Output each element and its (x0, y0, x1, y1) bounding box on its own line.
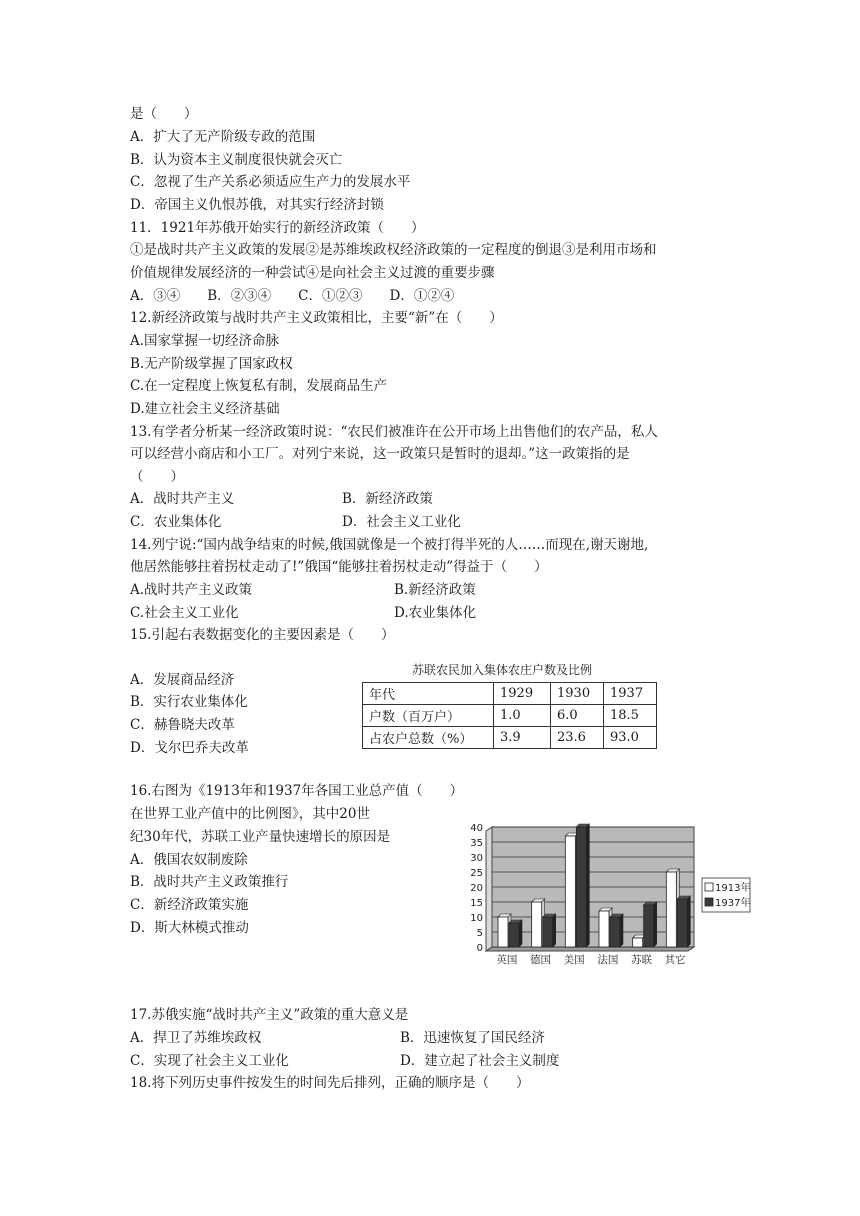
bar-side (553, 914, 556, 947)
q17-option-c: C．实现了社会主义工业化 (130, 1053, 289, 1069)
q14-option-a: A.战时共产主义政策 (130, 582, 253, 598)
bar-series-1 (498, 917, 508, 947)
industrial-output-chart (464, 810, 764, 970)
q14-option-c: C.社会主义工业化 (130, 605, 239, 621)
q13-stem-3: （ ） (130, 469, 184, 485)
bar-side (519, 920, 522, 947)
bar-series-2 (543, 917, 553, 947)
q17-option-a: A．捍卫了苏维埃政权 (130, 1030, 262, 1046)
q14-stem-2: 他居然能够拄着拐杖走动了!”俄国“能够拄着拐杖走动”得益于（ ） (130, 559, 548, 575)
y-tick-label: 35 (470, 838, 483, 849)
q10-option-d: D．帝国主义仇恨苏俄，对其实行经济封锁 (130, 197, 384, 213)
q11-statements-1: ①是战时共产主义政策的发展②是苏维埃政权经济政策的一定程度的倒退③是利用市场和 (130, 242, 657, 258)
plot-floor (486, 947, 694, 951)
q15-option-b: B．实行农业集体化 (130, 694, 248, 710)
bar-series-2 (610, 917, 620, 947)
q12-option-a: A.国家掌握一切经济命脉 (130, 333, 280, 349)
table-cell: 1937 (604, 683, 657, 705)
q16-option-d: D．斯大林模式推动 (130, 920, 249, 936)
bar-series-1 (565, 836, 575, 947)
q15-option-a: A．发展商品经济 (130, 672, 235, 688)
x-category-label: 英国 (496, 954, 518, 966)
x-category-label: 苏联 (631, 954, 652, 966)
q10-option-b: B．认为资本主义制度很快就会灭亡 (130, 152, 343, 168)
table-row (363, 727, 657, 749)
q10-option-a: A．扩大了无产阶级专政的范围 (130, 129, 316, 145)
table-cell: 23.6 (551, 727, 604, 749)
collective-farm-table (362, 682, 657, 749)
y-tick-label: 15 (470, 898, 483, 909)
x-category-label: 其它 (664, 954, 686, 966)
y-tick-label: 20 (470, 883, 483, 894)
q12-stem: 12.新经济政策与战时共产主义政策相比，主要“新”在（ ） (130, 310, 503, 326)
q10-stem-end: 是（ ） (130, 106, 198, 122)
q16-stem-1: 16.右图为《1913年和1937年各国工业总产值（ ） (130, 783, 464, 799)
q12-option-b: B.无产阶级掌握了国家政权 (130, 356, 293, 372)
table-cell: 1930 (551, 683, 604, 705)
q15-option-c: C．赫鲁晓夫改革 (130, 717, 235, 733)
x-category-label: 法国 (597, 954, 619, 966)
legend-swatch (705, 898, 713, 906)
table-cell: 93.0 (604, 727, 657, 749)
q11-options: A．③④ B．②③④ C．①②③ D．①②④ (130, 288, 455, 304)
table-caption: 苏联农民加入集体农庄户数及比例 (412, 663, 593, 677)
y-tick-label: 5 (476, 928, 483, 939)
bar-series-2 (644, 905, 654, 947)
q13-option-c: C．农业集体化 (130, 514, 222, 530)
q13-stem-2: 可以经营小商店和小工厂。对列宁来说，这一政策只是暂时的退却。”这一政策指的是 (130, 446, 630, 462)
q16-option-b: B．战时共产主义政策推行 (130, 874, 289, 890)
table-row (363, 705, 657, 727)
bar-series-1 (633, 938, 643, 947)
table-row (363, 683, 657, 705)
bar-side (586, 824, 589, 947)
q13-stem-1: 13.有学者分析某一经济政策时说：“农民们被准许在公开市场上出售他们的农产品，私人 (130, 424, 658, 440)
legend-label: 1913年 (715, 883, 751, 894)
y-tick-label: 30 (470, 853, 483, 864)
table-cell: 占农户总数（%） (363, 727, 494, 749)
q16-stem-2: 在世界工业产值中的比例图》，其中20世 (130, 806, 370, 822)
table-cell: 户数（百万户） (363, 705, 494, 727)
bar-series-2 (677, 899, 687, 947)
q11-stem: 11．1921年苏俄开始实行的新经济政策（ ） (130, 220, 425, 236)
table-cell: 6.0 (551, 705, 604, 727)
q17-stem: 17.苏俄实施“战时共产主义”政策的重大意义是 (130, 1007, 409, 1023)
table-cell: 3.9 (494, 727, 551, 749)
q14-stem-1: 14.列宁说:“国内战争结束的时候,俄国就像是一个被打得半死的人……而现在,谢天谢地, (130, 537, 649, 553)
q17-option-b: B．迅速恢复了国民经济 (400, 1030, 545, 1046)
table-cell: 1929 (494, 683, 551, 705)
q16-stem-3: 纪30年代，苏联工业产量快速增长的原因是 (130, 829, 391, 845)
legend-swatch (705, 883, 713, 891)
q12-option-d: D.建立社会主义经济基础 (130, 401, 280, 417)
bar-series-2 (509, 923, 519, 947)
q12-option-c: C.在一定程度上恢复私有制，发展商品生产 (130, 378, 388, 394)
y-tick-label: 40 (470, 823, 483, 834)
q13-option-b: B．新经济政策 (342, 491, 433, 507)
bar-side (654, 902, 657, 947)
q10-option-c: C．忽视了生产关系必须适应生产力的发展水平 (130, 174, 411, 190)
bar-series-1 (532, 902, 542, 947)
q16-option-a: A．俄国农奴制废除 (130, 852, 248, 868)
y-tick-label: 10 (470, 913, 483, 924)
q14-option-d: D.农业集体化 (394, 605, 477, 621)
q15-option-d: D．戈尔巴乔夫改革 (130, 740, 249, 756)
table-cell: 年代 (363, 683, 494, 705)
q13-option-d: D．社会主义工业化 (342, 514, 461, 530)
table-cell: 18.5 (604, 705, 657, 727)
q15-stem: 15.引起右表数据变化的主要因素是（ ） (130, 627, 395, 643)
x-category-label: 德国 (530, 954, 551, 966)
q14-option-b: B.新经济政策 (394, 582, 476, 598)
q18-stem: 18.将下列历史事件按发生的时间先后排列，正确的顺序是（ ） (130, 1075, 530, 1091)
bar-series-2 (576, 827, 586, 947)
plot-side-wall (486, 827, 492, 951)
y-tick-label: 0 (476, 943, 483, 954)
bar-side (620, 914, 623, 947)
q17-option-d: D．建立起了社会主义制度 (400, 1053, 560, 1069)
bar-series-1 (599, 911, 609, 947)
q13-option-a: A．战时共产主义 (130, 491, 235, 507)
bar-series-1 (666, 872, 676, 947)
table-cell: 1.0 (494, 705, 551, 727)
y-tick-label: 25 (470, 868, 483, 879)
q11-statements-2: 价值规律发展经济的一种尝试④是向社会主义过渡的重要步骤 (130, 265, 495, 281)
bar-side (687, 896, 690, 947)
legend-label: 1937年 (715, 898, 751, 909)
q16-option-c: C．新经济政策实施 (130, 897, 249, 913)
x-category-label: 美国 (563, 954, 585, 966)
